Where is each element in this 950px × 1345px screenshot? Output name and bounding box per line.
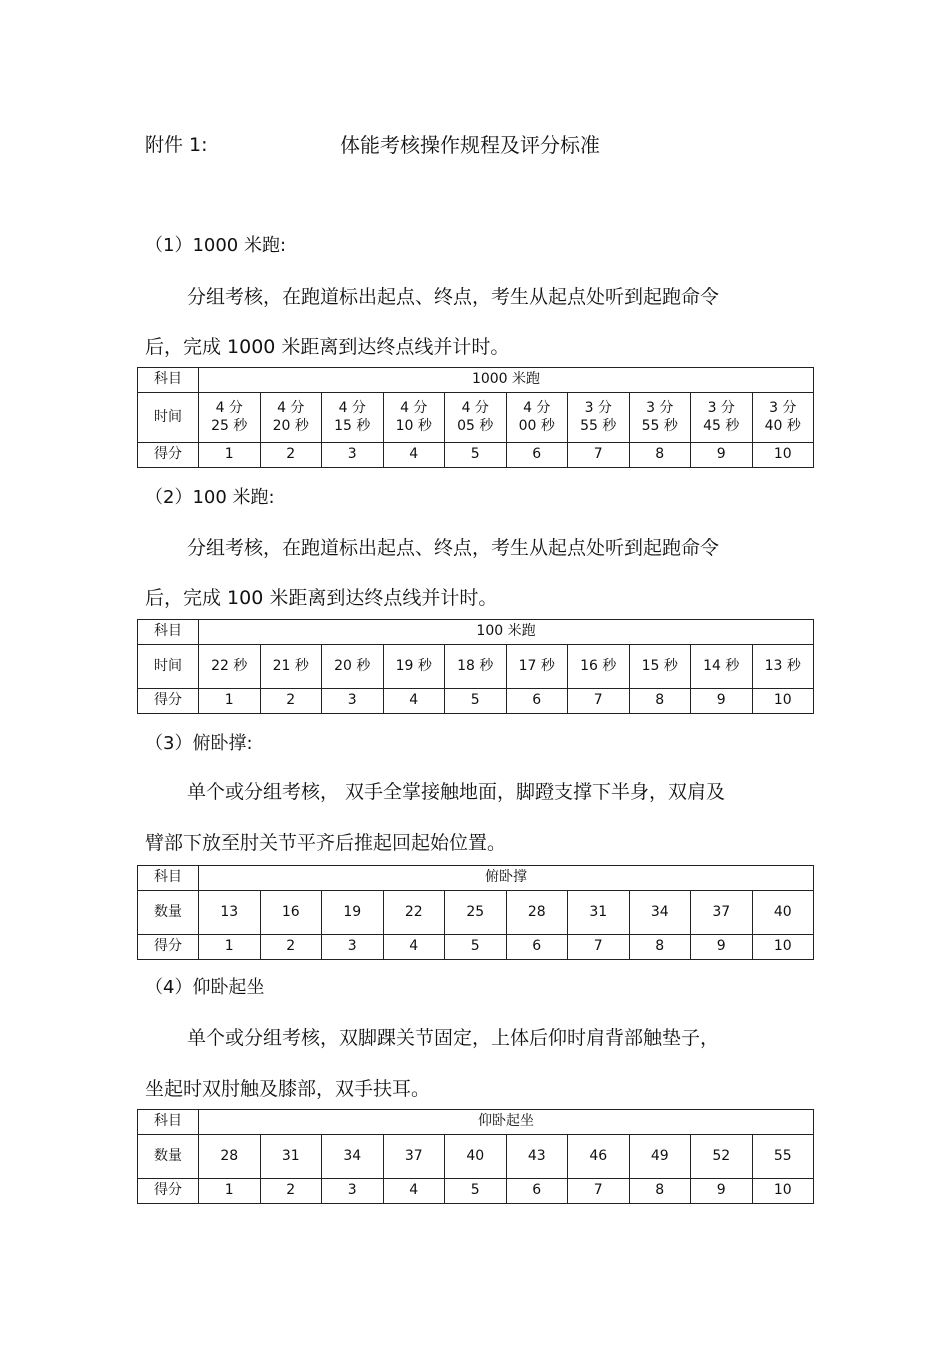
time-row — [138, 393, 814, 443]
attachment-label: 附件 1: — [145, 134, 208, 156]
section-title-situps: （4）仰卧起坐 — [145, 977, 265, 998]
table-title: 1000 米跑 — [199, 368, 814, 393]
score-cell: 4 — [383, 689, 445, 714]
time-cell: 4 分 05 秒 — [445, 393, 507, 443]
count-cell: 34 — [629, 891, 691, 935]
count-cell: 40 — [752, 891, 814, 935]
time-label: 时间 — [138, 645, 199, 689]
count-cell: 37 — [383, 1135, 445, 1179]
count-cell: 40 — [445, 1135, 507, 1179]
score-cell: 7 — [568, 935, 630, 960]
count-cell: 34 — [322, 1135, 384, 1179]
time-cell: 4 分 10 秒 — [383, 393, 445, 443]
table-100m-run — [137, 619, 814, 714]
score-cell: 7 — [568, 443, 630, 468]
time-cell: 18 秒 — [445, 645, 507, 689]
score-cell: 10 — [752, 689, 814, 714]
subject-label: 科目 — [138, 620, 199, 645]
score-cell: 6 — [506, 443, 568, 468]
score-cell: 8 — [629, 1179, 691, 1204]
score-cell: 10 — [752, 443, 814, 468]
score-row — [138, 935, 814, 960]
time-cell: 3 分 45 秒 — [691, 393, 753, 443]
count-cell: 22 — [383, 891, 445, 935]
score-cell: 3 — [322, 935, 384, 960]
section-100m-paragraph-line1: 分组考核，在跑道标出起点、终点，考生从起点处听到起跑命令 — [187, 537, 720, 559]
score-cell: 9 — [691, 689, 753, 714]
table-header-row — [138, 620, 814, 645]
count-cell: 25 — [445, 891, 507, 935]
table-pushups — [137, 865, 814, 960]
score-cell: 10 — [752, 1179, 814, 1204]
time-cell: 3 分 55 秒 — [568, 393, 630, 443]
time-cell: 15 秒 — [629, 645, 691, 689]
count-cell: 31 — [260, 1135, 322, 1179]
page-title: 体能考核操作规程及评分标准 — [340, 133, 600, 157]
score-cell: 6 — [506, 1179, 568, 1204]
section-pushups-paragraph-line2: 臂部下放至肘关节平齐后推起回起始位置。 — [145, 832, 507, 854]
section-title-1000m: （1）1000 米跑: — [145, 235, 287, 256]
time-cell: 13 秒 — [752, 645, 814, 689]
section-situps-paragraph-line2: 坐起时双肘触及膝部，双手扶耳。 — [145, 1078, 431, 1100]
score-cell: 6 — [506, 935, 568, 960]
score-cell: 1 — [199, 689, 261, 714]
time-cell: 4 分 25 秒 — [199, 393, 261, 443]
section-title-pushups: （3）俯卧撑: — [145, 733, 253, 754]
score-cell: 5 — [445, 935, 507, 960]
score-cell: 8 — [629, 689, 691, 714]
score-cell: 10 — [752, 935, 814, 960]
time-cell: 3 分 55 秒 — [629, 393, 691, 443]
score-label: 得分 — [138, 1179, 199, 1204]
score-cell: 6 — [506, 689, 568, 714]
time-cell: 20 秒 — [322, 645, 384, 689]
table-header-row — [138, 866, 814, 891]
time-row — [138, 645, 814, 689]
table-title: 仰卧起坐 — [199, 1110, 814, 1135]
subject-label: 科目 — [138, 368, 199, 393]
count-cell: 13 — [199, 891, 261, 935]
score-cell: 3 — [322, 1179, 384, 1204]
score-row — [138, 443, 814, 468]
section-situps-paragraph-line1: 单个或分组考核，双脚踝关节固定，上体后仰时肩背部触垫子， — [187, 1027, 720, 1049]
section-1000m-paragraph-line2: 后，完成 1000 米距离到达终点线并计时。 — [145, 336, 510, 358]
score-cell: 2 — [260, 443, 322, 468]
subject-label: 科目 — [138, 866, 199, 891]
count-cell: 46 — [568, 1135, 630, 1179]
time-label: 时间 — [138, 393, 199, 443]
score-label: 得分 — [138, 443, 199, 468]
score-cell: 2 — [260, 1179, 322, 1204]
score-cell: 4 — [383, 1179, 445, 1204]
count-cell: 16 — [260, 891, 322, 935]
time-cell: 22 秒 — [199, 645, 261, 689]
score-cell: 8 — [629, 443, 691, 468]
count-cell: 49 — [629, 1135, 691, 1179]
score-label: 得分 — [138, 935, 199, 960]
count-cell: 52 — [691, 1135, 753, 1179]
table-1000m-run — [137, 367, 814, 468]
time-cell: 3 分 40 秒 — [752, 393, 814, 443]
table-title: 100 米跑 — [199, 620, 814, 645]
subject-label: 科目 — [138, 1110, 199, 1135]
count-row — [138, 1135, 814, 1179]
time-cell: 4 分 15 秒 — [322, 393, 384, 443]
count-cell: 31 — [568, 891, 630, 935]
score-cell: 5 — [445, 443, 507, 468]
time-cell: 21 秒 — [260, 645, 322, 689]
count-label: 数量 — [138, 1135, 199, 1179]
table-header-row — [138, 1110, 814, 1135]
count-cell: 37 — [691, 891, 753, 935]
score-cell: 2 — [260, 689, 322, 714]
time-cell: 4 分 00 秒 — [506, 393, 568, 443]
section-pushups-paragraph-line1: 单个或分组考核， 双手全掌接触地面，脚蹬支撑下半身，双肩及 — [187, 781, 726, 803]
score-cell: 5 — [445, 689, 507, 714]
time-cell: 16 秒 — [568, 645, 630, 689]
score-cell: 4 — [383, 443, 445, 468]
score-cell: 1 — [199, 935, 261, 960]
section-100m-paragraph-line2: 后，完成 100 米距离到达终点线并计时。 — [145, 587, 498, 609]
score-cell: 2 — [260, 935, 322, 960]
time-cell: 4 分 20 秒 — [260, 393, 322, 443]
count-cell: 28 — [506, 891, 568, 935]
score-cell: 3 — [322, 689, 384, 714]
count-row — [138, 891, 814, 935]
count-cell: 55 — [752, 1135, 814, 1179]
score-row — [138, 689, 814, 714]
score-cell: 3 — [322, 443, 384, 468]
table-header-row — [138, 368, 814, 393]
count-cell: 28 — [199, 1135, 261, 1179]
time-cell: 17 秒 — [506, 645, 568, 689]
score-cell: 9 — [691, 1179, 753, 1204]
score-cell: 7 — [568, 1179, 630, 1204]
table-title: 俯卧撑 — [199, 866, 814, 891]
time-cell: 19 秒 — [383, 645, 445, 689]
score-cell: 5 — [445, 1179, 507, 1204]
section-title-100m: （2）100 米跑: — [145, 487, 275, 508]
count-label: 数量 — [138, 891, 199, 935]
score-cell: 1 — [199, 443, 261, 468]
time-cell: 14 秒 — [691, 645, 753, 689]
score-cell: 8 — [629, 935, 691, 960]
score-cell: 1 — [199, 1179, 261, 1204]
count-cell: 43 — [506, 1135, 568, 1179]
score-cell: 9 — [691, 935, 753, 960]
score-cell: 7 — [568, 689, 630, 714]
score-cell: 9 — [691, 443, 753, 468]
score-label: 得分 — [138, 689, 199, 714]
score-cell: 4 — [383, 935, 445, 960]
score-row — [138, 1179, 814, 1204]
section-1000m-paragraph-line1: 分组考核，在跑道标出起点、终点，考生从起点处听到起跑命令 — [187, 286, 720, 308]
count-cell: 19 — [322, 891, 384, 935]
table-situps — [137, 1109, 814, 1204]
